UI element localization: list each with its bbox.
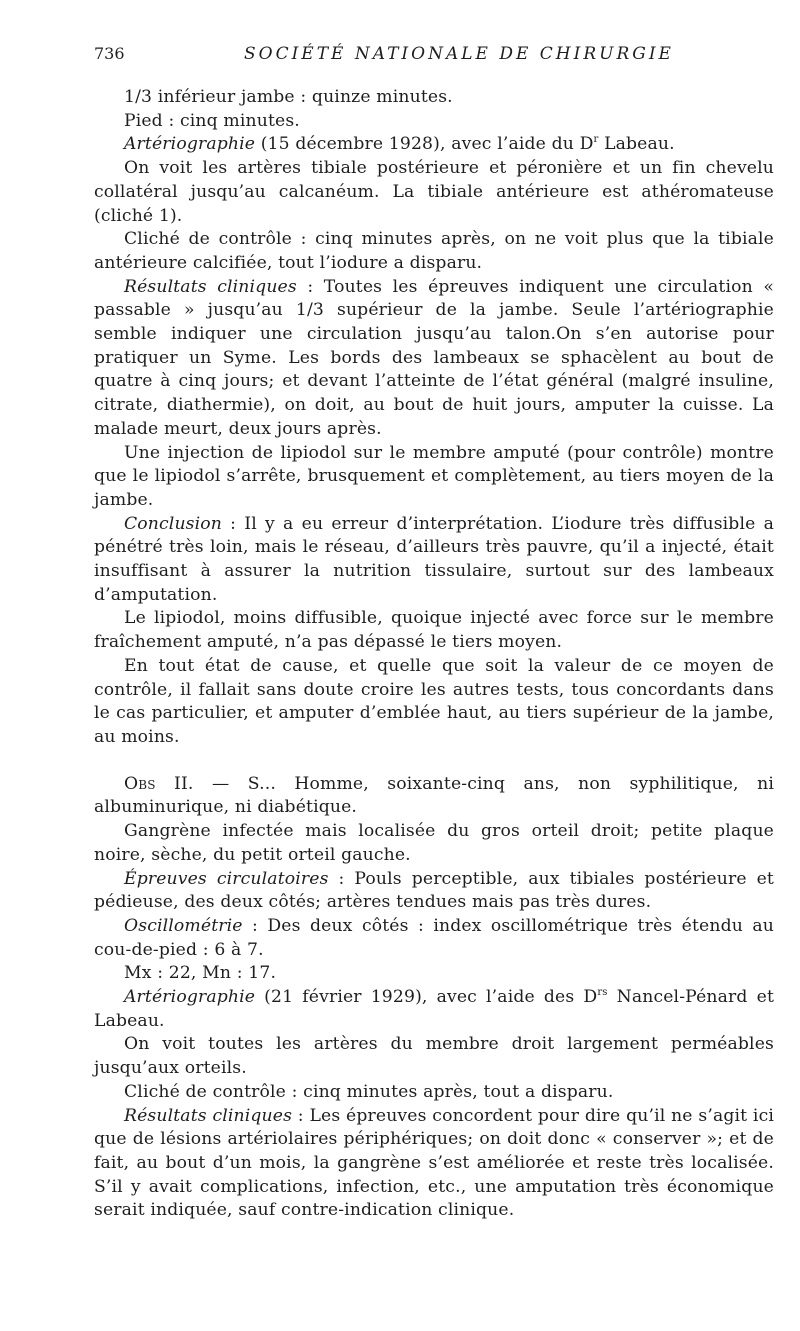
paragraph: Artériographie (21 février 1929), avec l’aide des $D^{rs}$ Nancel-Pénard et Labeau.	[94, 987, 774, 1031]
paragraph: 1/3 inférieur jambe : quinze minutes.	[124, 87, 453, 107]
paragraph: Gangrène infectée mais localisée du gros orteil droit; petite plaque noire, sèche, du petit orteil gauche.	[94, 821, 774, 865]
section-label: Conclusion	[124, 513, 222, 534]
paragraph: En tout état de cause, et quelle que soit la valeur de ce moyen de contrôle, il fallait sans doute croire les autres tests, tous concordants dans le cas particulier, et amputer d’emblée haut, au tiers supérieur de la jambe, au moins.	[94, 655, 774, 747]
text-body	[94, 86, 774, 1223]
paragraph: Cliché de contrôle : cinq minutes après, tout a disparu.	[124, 1081, 614, 1102]
paragraph: Pied : cinq minutes.	[124, 110, 300, 131]
section-label: Résultats cliniques	[124, 1105, 293, 1126]
section-label: Oscillométrie	[124, 915, 243, 936]
paragraph: Résultats cliniques : Toutes les épreuves indiquent une circulation « passable » jusqu’au 1/3 supérieur de la jambe. Seule l’artériographie semble indiquer une circulation jusqu’au talon.On s’en autorise pour pratiquer un Syme. Les bords des lambeaux se sphacèlent au bout de quatre à cinq jours; et devant l’atteinte de l’état général (malgré insuline, citrate, diathermie), on doit, au bout de huit jours, amputer la cuisse. La malade meurt, deux jours après.	[94, 276, 774, 439]
paragraph: Conclusion : Il y a eu erreur d’interprétation. L’iodure très diffusible a pénétré très loin, mais le réseau, d’ailleurs très pauvre, qu’il a injecté, était insuffisant à assurer la nutrition tissulaire, surtout sur des lambeaux d’amputation.	[94, 513, 774, 605]
section-label: Artériographie	[124, 134, 256, 155]
paragraph: Cliché de contrôle : cinq minutes après, on ne voit plus que la tibiale antérieure calcifiée, tout l’iodure a disparu.	[94, 229, 774, 273]
paragraph: Le lipiodol, moins diffusible, quoique injecté avec force sur le membre fraîchement amputé, n’a pas dépassé le tiers moyen.	[94, 608, 774, 653]
paragraph: On voit les artères tibiale postérieure et péronière et un fin chevelu collatéral jusqu’au calcanéum. La tibiale antérieure est athéromateuse (cliché 1).	[94, 158, 774, 226]
paragraph: Résultats cliniques : Les épreuves concordent pour dire qu’il ne s’agit ici que de lésions artériolaires périphériques; on doit donc « conserver »; et de fait, au bout d’un mois, la gangrène s’est améliorée et reste très localisée. S’il y avait complications, infection, etc., une amputation très économique serait indiquée, sauf contre-indication clinique.	[94, 1105, 774, 1221]
paragraph: Artériographie (15 décembre 1928), avec l’aide du $D^r$ Labeau.	[124, 134, 675, 155]
paragraph: Une injection de lipiodol sur le membre amputé (pour contrôle) montre que le lipiodol s’arrête, brusquement et complètement, au tiers moyen de la jambe.	[94, 442, 774, 510]
section-label: Résultats cliniques	[124, 276, 297, 297]
observation-label: Obs II.	[124, 773, 194, 794]
paragraph: Oscillométrie : Des deux côtés : index oscillométrique très étendu au cou-de-pied : 6 à 7.	[94, 915, 774, 960]
paragraph: Mx : 22, Mn : 17.	[124, 963, 277, 984]
paragraph: Obs II. — S... Homme, soixante-cinq ans, non syphilitique, ni albuminurique, ni diabétique.	[94, 773, 774, 818]
paragraph: On voit toutes les artères du membre droit largement perméables jusqu’aux orteils.	[94, 1034, 774, 1079]
page-header	[0, 44, 800, 68]
page-number: 736	[94, 44, 125, 63]
section-label: Épreuves circulatoires	[124, 868, 329, 889]
section-spacer	[94, 750, 774, 773]
section-label: Artériographie	[124, 987, 256, 1008]
paragraph: Épreuves circulatoires : Pouls perceptible, aux tibiales postérieure et pédieuse, des deux côtés; artères tendues mais pas très dures.	[94, 868, 774, 913]
running-title: SOCIÉTÉ NATIONALE DE CHIRURGIE	[244, 44, 674, 64]
